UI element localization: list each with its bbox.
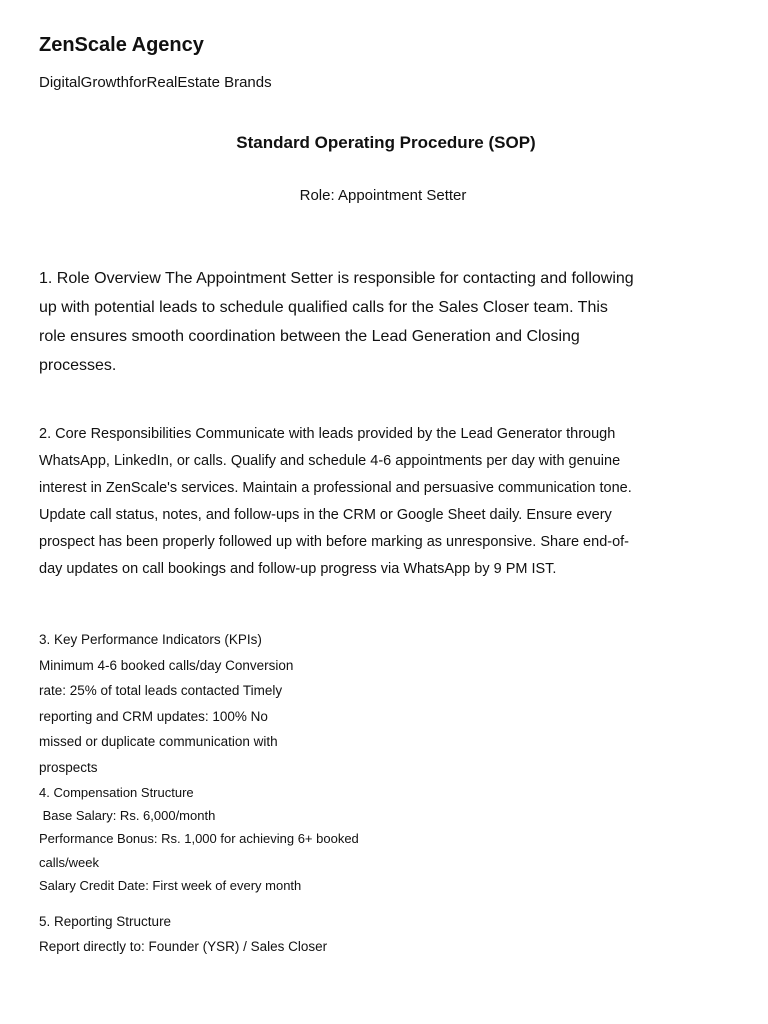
compensation-heading: 4. Compensation Structure bbox=[39, 785, 194, 800]
section-core-responsibilities: 2. Core Responsibilities Communicate with leads provided by the Lead Generator through WhatsApp, LinkedIn, or calls. Qualify and schedule 4-6 appointments per day with genuine interest in ZenScale's services. Maintain a professional and persuasive communication tone. Update call status, notes, and follow-ups in the CRM or Google Sheet daily. Ensure every prospect has been properly followed up with before marking as unresponsive. Share end-of-day updates on call bookings and follow-up progress via WhatsApp by 9 PM IST. bbox=[39, 426, 632, 577]
section-compensation bbox=[39, 781, 369, 897]
section-kpis bbox=[39, 627, 314, 780]
base-salary-line: Base Salary: Rs. 6,000/month bbox=[39, 808, 216, 824]
agency-name: ZenScale Agency bbox=[39, 34, 204, 56]
agency-tagline: DigitalGrowthforRealEstate Brands bbox=[39, 74, 272, 91]
kpis-heading: 3. Key Performance Indicators (KPIs) bbox=[39, 632, 262, 647]
section-role-overview: 1. Role Overview The Appointment Setter is responsible for contacting and following up with potential leads to schedule qualified calls for the Sales Closer team. This role ensures smooth coordination between the Lead Generation and Closing processes. bbox=[39, 270, 634, 374]
reporting-heading: 5. Reporting Structure bbox=[39, 914, 172, 929]
salary-credit-date-line: Salary Credit Date: First week of every month bbox=[39, 877, 302, 893]
kpis-body: Minimum 4-6 booked calls/day Conversion rate: 25% of total leads contacted Timely reporting and CRM updates: 100% No missed or duplicate communication with prospects bbox=[39, 657, 294, 775]
report-to-line: Report directly to: Founder (YSR) / Sales Closer bbox=[39, 938, 328, 954]
role-line: Role: Appointment Setter bbox=[299, 187, 467, 204]
performance-bonus-line: Performance Bonus: Rs. 1,000 for achieving 6+ booked calls/week bbox=[39, 831, 359, 870]
section-reporting bbox=[39, 910, 327, 959]
document-title: Standard Operating Procedure (SOP) bbox=[236, 133, 536, 152]
